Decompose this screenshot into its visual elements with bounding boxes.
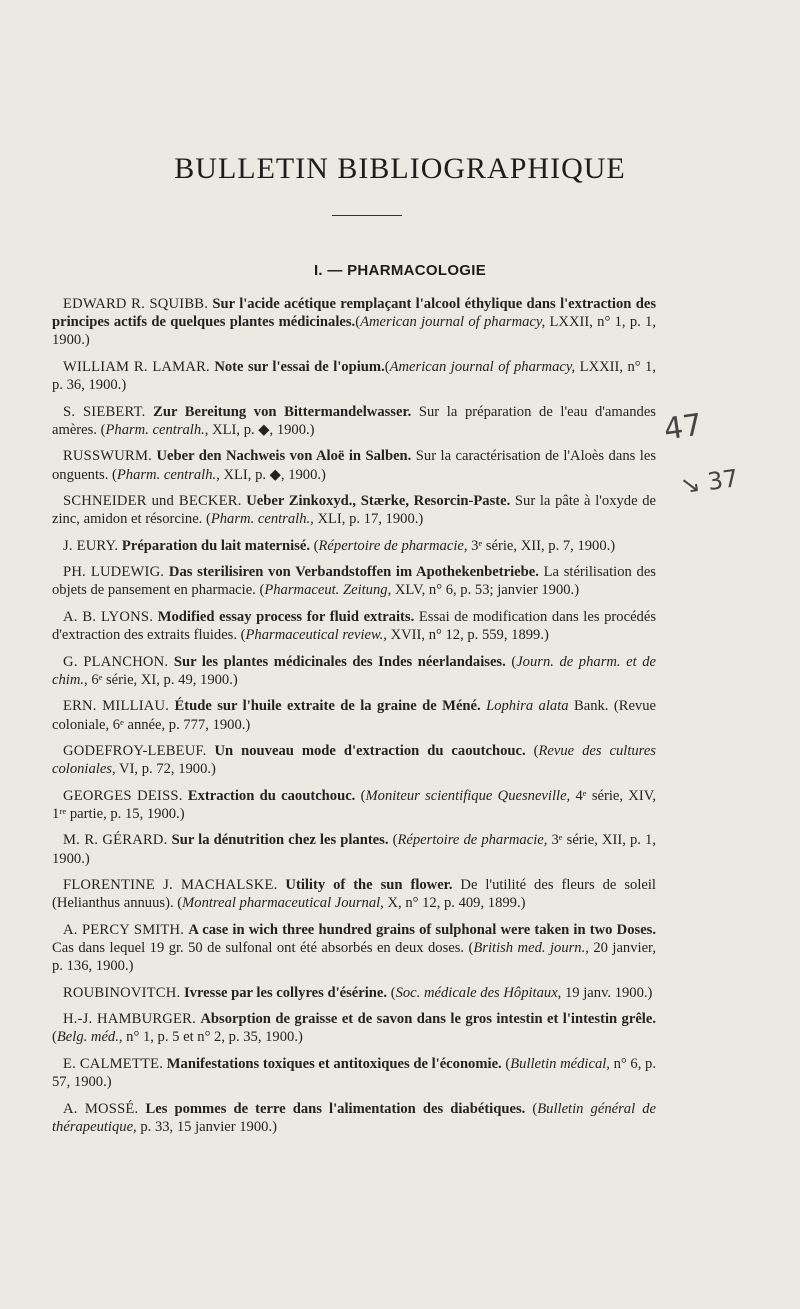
- bibliography-entry: [52, 563, 656, 599]
- bibliography-entry: [52, 492, 656, 528]
- entry-text: Cas dans lequel 19 gr. 50 de sulfonal ont été absorbés en deux doses. (: [52, 940, 474, 957]
- entry-details: n° 6, p. 57, 1900.): [52, 1055, 656, 1091]
- bibliography-entry: [52, 984, 656, 1002]
- entry-author: ROUBINOVITCH.: [63, 984, 181, 1001]
- entry-title: Utility of the sun flower.: [285, 877, 453, 894]
- entry-title: Préparation du lait maternisé.: [121, 537, 310, 554]
- entry-details: 3ᵉ série, XII, p. 1, 1900.): [52, 832, 656, 867]
- entry-text: (: [355, 314, 361, 331]
- entry-details: XLI, p. 17, 1900.): [313, 511, 424, 528]
- entry-source: Journ. de pharm. et de chim.,: [52, 653, 656, 688]
- bibliography-entry: [52, 697, 656, 733]
- entry-title: Sur les plantes médicinales des Indes néerlandaises.: [173, 653, 506, 670]
- entry-title: Ueber Zinkoxyd., Stærke, Resorcin-Paste.: [246, 493, 511, 510]
- entry-source: Revue des cultures coloniales,: [52, 743, 656, 778]
- entry-source: Pharmaceut. Zeitung,: [264, 582, 392, 599]
- bibliography-entry: [52, 921, 656, 976]
- entry-title: A case in wich three hundred grains of sulphonal were taken in two Doses.: [188, 921, 656, 938]
- entry-text: La stérilisation des objets de pansement en pharmacie. (: [52, 564, 656, 599]
- entry-text: (: [355, 787, 366, 804]
- handwritten-note-47: 47: [661, 407, 705, 448]
- entry-title: Ueber den Nachweis von Aloë in Salben.: [156, 448, 412, 465]
- entry-source: Montreal pharmaceutical Journal,: [182, 895, 384, 912]
- entry-source: British med. journ.,: [473, 940, 589, 957]
- entry-source: Pharm. centralh.,: [116, 466, 220, 483]
- entry-text: (: [52, 1029, 57, 1046]
- entry-title: Modified essay process for fluid extraits.: [157, 608, 415, 625]
- entry-title: Note sur l'essai de l'opium.: [214, 358, 385, 375]
- entry-author: FLORENTINE J. MACHALSKE.: [63, 877, 278, 894]
- bibliography-entry: [52, 876, 656, 912]
- entry-source: Bulletin général de thérapeutique,: [52, 1100, 656, 1135]
- section-title: I. — PHARMACOLOGIE: [313, 262, 487, 279]
- entry-title: Das sterilisiren von Verbandstoffen im Apothekenbetriebe.: [168, 564, 539, 581]
- bibliography-entry: [52, 403, 656, 439]
- entry-details: XLV, n° 6, p. 53; janvier 1900.): [391, 582, 580, 599]
- entry-title: Sur l'acide acétique remplaçant l'alcool éthylique dans l'extraction des principes actifs de quelques plantes médicinales.: [52, 296, 656, 331]
- entry-author: E. CALMETTE.: [63, 1055, 164, 1072]
- bibliography-entry: [52, 742, 656, 778]
- page-title: BULLETIN BIBLIOGRAPHIQUE: [174, 152, 626, 185]
- entry-details: LXXII, n° 1, p. 1, 1900.): [52, 314, 656, 349]
- entry-text: (: [525, 743, 539, 760]
- bibliography-entry: [52, 608, 656, 644]
- entry-author: A. MOSSÉ.: [63, 1100, 139, 1117]
- bibliography-entry: [52, 831, 656, 867]
- entry-author: M. R. GÉRARD.: [63, 832, 168, 849]
- entry-text: (: [384, 358, 390, 375]
- entry-details: n° 1, p. 5 et n° 2, p. 35, 1900.): [122, 1029, 303, 1046]
- entry-details: 3ᵉ série, XII, p. 7, 1900.): [467, 537, 616, 554]
- entry-details: X, n° 12, p. 409, 1899.): [383, 895, 526, 912]
- bibliography-entry: [52, 537, 656, 555]
- entry-source: Pharm. centralh.,: [105, 421, 209, 438]
- entry-details: XLI, p. ◆, 1900.): [208, 421, 315, 438]
- entry-author: GEORGES DEISS.: [63, 787, 183, 804]
- entry-title: Ivresse par les collyres d'ésérine.: [183, 984, 388, 1001]
- entry-source: Moniteur scientifique Quesneville,: [365, 787, 571, 804]
- entry-details: 4ᵉ série, XIV, 1ʳᵉ partie, p. 15, 1900.): [52, 787, 657, 822]
- entry-text: Sur la caractérisation de l'Aloès dans les onguents. (: [52, 448, 656, 483]
- entry-details: LXXII, n° 1, p. 36, 1900.): [52, 358, 656, 394]
- bibliography-entry: [52, 1010, 656, 1046]
- bibliography-list: [52, 295, 656, 1144]
- entry-title: Étude sur l'huile extraite de la graine de Méné.: [174, 698, 481, 715]
- entry-text: (: [505, 653, 517, 670]
- entry-author: PH. LUDEWIG.: [63, 564, 165, 581]
- entry-source: Lophira alata: [486, 698, 569, 715]
- entry-details: p. 33, 15 janvier 1900.): [136, 1118, 277, 1135]
- bibliography-entry: [52, 1100, 656, 1136]
- entry-author: GODEFROY-LEBEUF.: [63, 743, 207, 760]
- bibliography-entry: [52, 1055, 656, 1091]
- entry-details: 20 janvier, p. 136, 1900.): [52, 940, 656, 975]
- entry-author: H.-J. HAMBURGER.: [63, 1011, 196, 1028]
- entry-source: Pharmaceutical review.,: [245, 627, 387, 644]
- entry-author: WILLIAM R. LAMAR.: [63, 358, 210, 375]
- entry-text: (: [501, 1055, 511, 1072]
- bibliography-entry: [52, 447, 656, 483]
- entry-author: SCHNEIDER und BECKER.: [63, 493, 242, 510]
- entry-text: (: [525, 1100, 538, 1117]
- entry-author: A. B. LYONS.: [63, 608, 154, 625]
- entry-author: EDWARD R. SQUIBB.: [63, 296, 209, 312]
- entry-author: RUSSWURM.: [63, 448, 152, 465]
- entry-text: (: [388, 832, 398, 849]
- entry-author: G. PLANCHON.: [63, 653, 169, 670]
- entry-source: Soc. médicale des Hôpitaux,: [395, 984, 562, 1001]
- entry-title: Un nouveau mode d'extraction du caoutchouc.: [214, 743, 526, 760]
- entry-details: Bank. (Revue coloniale, 6ᵉ année, p. 777, 1900.): [52, 698, 656, 733]
- entry-details: 6ᵉ série, XI, p. 49, 1900.): [87, 671, 238, 688]
- entry-title: Sur la dénutrition chez les plantes.: [171, 832, 389, 849]
- entry-author: S. SIEBERT.: [63, 403, 146, 420]
- entry-source: Bulletin médical,: [510, 1055, 610, 1072]
- entry-title: Manifestations toxiques et antitoxiques de l'économie.: [166, 1055, 502, 1072]
- entry-source: Répertoire de pharmacie,: [397, 832, 548, 849]
- entry-details: XLI, p. ◆, 1900.): [219, 466, 326, 483]
- entry-text: (: [310, 537, 319, 554]
- bibliography-entry: [52, 653, 656, 689]
- entry-text: (: [387, 984, 396, 1001]
- handwritten-note-37: ↘ 37: [678, 464, 740, 500]
- entry-details: 19 janv. 1900.): [561, 984, 653, 1001]
- entry-title: Extraction du caoutchouc.: [187, 787, 356, 804]
- entry-title: Les pommes de terre dans l'alimentation des diabétiques.: [145, 1100, 526, 1117]
- entry-title: Absorption de graisse et de savon dans le gros intestin et l'intestin grêle.: [200, 1011, 656, 1028]
- bibliography-entry: [52, 787, 656, 823]
- bibliography-entry: [52, 358, 656, 394]
- entry-details: XVII, n° 12, p. 559, 1899.): [386, 627, 549, 644]
- entry-author: ERN. MILLIAU.: [63, 698, 170, 715]
- entry-source: Pharm. centralh.,: [210, 511, 314, 528]
- entry-source: American journal of pharmacy,: [360, 314, 546, 331]
- entry-source: Belg. méd.,: [56, 1029, 123, 1046]
- entry-text: Essai de modification dans les procédés d'extraction des extraits fluides. (: [52, 608, 656, 644]
- entry-text: De l'utilité des fleurs de soleil (Helianthus annuus). (: [52, 877, 656, 912]
- entry-text: Sur la pâte à l'oxyde de zinc, amidon et résorcine. (: [52, 493, 657, 528]
- entry-title: Zur Bereitung von Bittermandelwasser.: [153, 403, 412, 420]
- entry-author: A. PERCY SMITH.: [63, 921, 185, 938]
- entry-author: J. EURY.: [63, 537, 119, 554]
- entry-details: VI, p. 72, 1900.): [115, 761, 216, 778]
- bibliography-entry: [52, 295, 656, 350]
- entry-source: American journal of pharmacy,: [389, 358, 576, 375]
- title-divider: [332, 215, 402, 216]
- entry-source: Répertoire de pharmacie,: [318, 537, 468, 554]
- entry-text: Sur la préparation de l'eau d'amandes amères. (: [52, 403, 656, 438]
